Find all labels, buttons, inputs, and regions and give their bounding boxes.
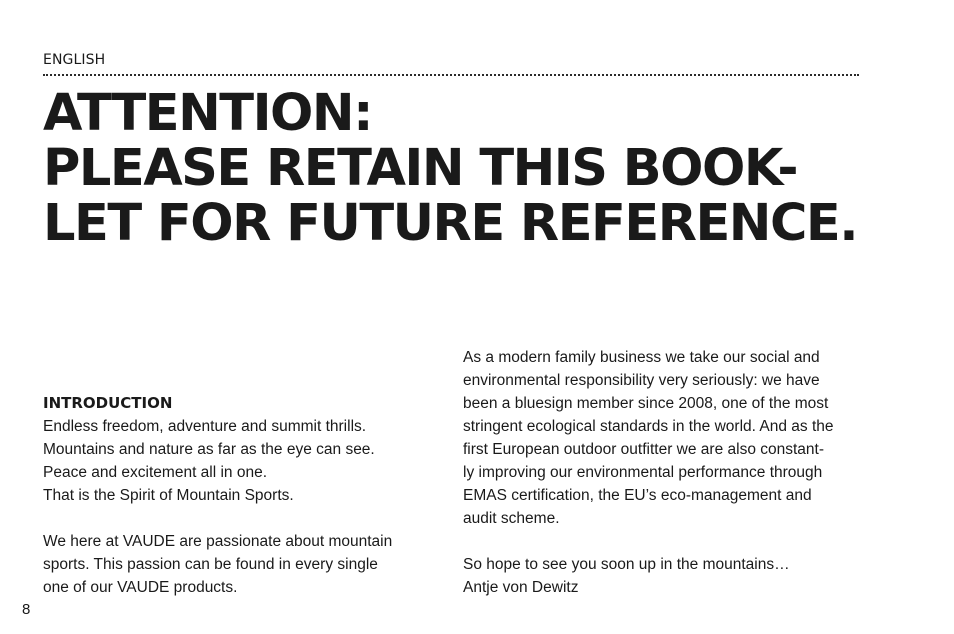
headline-line: PLEASE RETAIN THIS BOOK- (43, 139, 798, 198)
text-line: been a bluesign member since 2008, one of the most (463, 395, 829, 412)
text-line: one of our VAUDE products. (43, 579, 238, 596)
text-line: As a modern family business we take our social and (463, 349, 820, 366)
right-column (463, 346, 883, 599)
text-line: audit scheme. (463, 510, 560, 527)
dotted-divider (43, 74, 859, 76)
headline-line: ATTENTION: (43, 84, 372, 143)
headline (43, 86, 923, 251)
signature: Antje von Dewitz (463, 579, 579, 596)
section-title: INTRODUCTION (43, 394, 173, 412)
text-line: sports. This passion can be found in every single (43, 556, 378, 573)
text-line: EMAS certification, the EU’s eco-management and (463, 487, 812, 504)
text-line: ly improving our environmental performance through (463, 464, 823, 481)
headline-line: LET FOR FUTURE REFERENCE. (43, 194, 858, 253)
language-label: ENGLISH (43, 52, 106, 68)
text-line: We here at VAUDE are passionate about mountain (43, 533, 393, 550)
text-line: first European outdoor outfitter we are also constant- (463, 441, 825, 458)
text-line: Peace and excitement all in one. (43, 464, 268, 481)
page-number: 8 (22, 601, 31, 618)
text-line: environmental responsibility very seriously: we have (463, 372, 820, 389)
intro-column (43, 392, 443, 599)
text-line: stringent ecological standards in the world. And as the (463, 418, 834, 435)
closing-line: So hope to see you soon up in the mountains… (463, 556, 790, 573)
text-line: Mountains and nature as far as the eye can see. (43, 441, 375, 458)
text-line: That is the Spirit of Mountain Sports. (43, 487, 294, 504)
text-line: Endless freedom, adventure and summit thrills. (43, 418, 367, 435)
